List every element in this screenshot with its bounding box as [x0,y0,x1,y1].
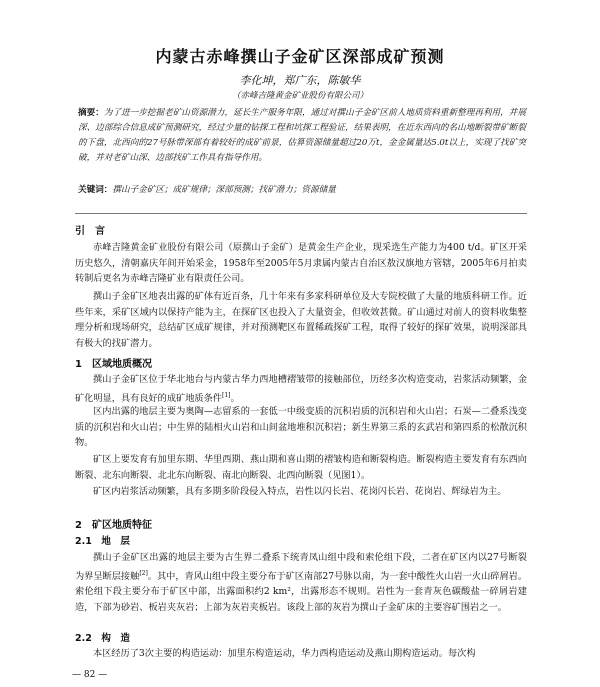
section-2-1-heading: 2.1 地 层 [75,536,130,547]
keywords [78,183,526,195]
section-1-paragraph-2: 区内出露的地层主要为奥陶—志留系的一套低一中级变质的沉积岩质的沉积岩和火山岩；石炭—二叠系浅变质的沉积岩和火山岩；中生界的陆相火山岩和山间盆地堆积沉积岩；新生界第三系的玄武岩和第四系的松散沉积物。 [75,406,527,448]
section-2-1-paragraph [75,550,527,615]
page-number: — 82 — [72,670,108,680]
section-2-2-paragraph: 本区经历了3次主要的构造运动：加里东构造运动，华力西构造运动及燕山期构造运动。每次构 [93,648,476,659]
section-1-paragraph-3: 矿区上要发育有加里东期、华里西期、燕山期和喜山期的褶皱构造和断裂构造。断裂构造主要发育有东西向断裂、北东向断裂、北北东向断裂、南北向断裂、北西向断裂（见图1）。 [75,454,527,481]
abstract-text: 为了进一步挖掘老矿山资源潜力，延长生产服务年限，通过对撰山子金矿区前人地质资料重新整理再利用，并展深、边部综合信息成矿预测研究，经过少量的钻探工程和坑探工程验证，结果表明，在近东西向的名山地断裂带矿断裂的下盘，北西向的27号脉带深部有着较好的成矿前景，估算资源储量超过20万t，金金属量达5.0t以上，实现了找矿突破，并对老矿山深、边部找矿工作具有指导作用。 [78,108,526,163]
s1-p1-text: 撰山子金矿区位于华北地台与内蒙古华力西地槽褶皱带的接触部位，历经多次构造变动，岩浆活动频繁，金矿化明显，具有良好的成矿地质条件 [75,374,527,404]
intro-heading: 引 言 [75,226,105,237]
intro-paragraph-1: 赤峰吉隆黄金矿业股份有限公司（原撰山子金矿）是黄金生产企业，现采选生产能力为400 t/d。矿区开采历史悠久，清朝嘉庆年间开始采金，1958年至2005年5月隶属内蒙古自治区敖汉旗地方管辖，2005年6月拍卖转制后更名为赤峰吉隆矿业有限责任公司。 [75,242,527,284]
s21-p1-ref: [2] [139,569,148,577]
s21-p1-text: 撰山子金矿区出露的地层主要为古生界二叠系下统青凤山组中段和索伦组下段，二者在矿区内以27号断裂为界呈断层接触 [75,552,527,582]
abstract-label: 摘要： [78,108,104,118]
section-1-paragraph-4: 矿区内岩浆活动频繁，具有多期多阶段侵入特点，岩性以闪长岩、花岗闪长岩、花岗岩、辉绿岩为主。 [93,486,507,497]
authors: 李化坤，郑广东，陈敏华 [239,74,361,87]
intro-paragraph-2: 撰山子金矿区地表出露的矿体有近百条，几十年来有多家科研单位及大专院校做了大量的地质科研工作。近些年来，采矿区域内以保持产能为主，在探矿区也投入了大量资金，但收效甚微。矿山通过对前人的资料收集整理分析和现场研究，总结矿区成矿规律，并对预测靶区布置稀疏探矿工程，取得了较好的探矿效果，说明深部具有极大的找矿潜力。 [75,291,527,349]
s1-p1-ref: [1] [222,391,231,399]
s21-p1b-text: 。其中，青风山组中段主要分布于矿区南部27号脉以南，为一套中酸性火山岩一火山碎屑岩。索伦组下段主要分布于矿区中部，出露面积约2 km²，出露形态不规则。岩性为一套青灰色碳酸盐一碎屑岩建造，下部为砂岩、板岩夹灰岩；上部为灰岩夹板岩。该段上部的灰岩为撰山子金矿床的主要容矿围岩之一。 [75,570,528,613]
paper-title: 内蒙古赤峰撰山子金矿区深部成矿预测 [155,47,445,66]
abstract [78,106,526,166]
keywords-label: 关键词： [78,185,113,195]
section-2-heading: 2 矿区地质特征 [75,520,152,531]
affiliation: （赤峰吉隆黄金矿业股份有限公司） [231,91,368,101]
section-2-2-heading: 2.2 构 造 [75,633,130,644]
divider [75,213,527,214]
keywords-text: 撰山子金矿区；成矿规律；深部预测；找矿潜力；资源储量 [112,185,336,195]
section-1-paragraph-1: 撰山子金矿区位于华北地台与内蒙古华力西地槽褶皱带的接触部位，历经多次构造变动，岩浆活动频繁，金矿化明显，具有良好的成矿地质条件[1]。 [75,374,527,404]
section-1-heading: 1 区域地质概况 [75,359,152,370]
